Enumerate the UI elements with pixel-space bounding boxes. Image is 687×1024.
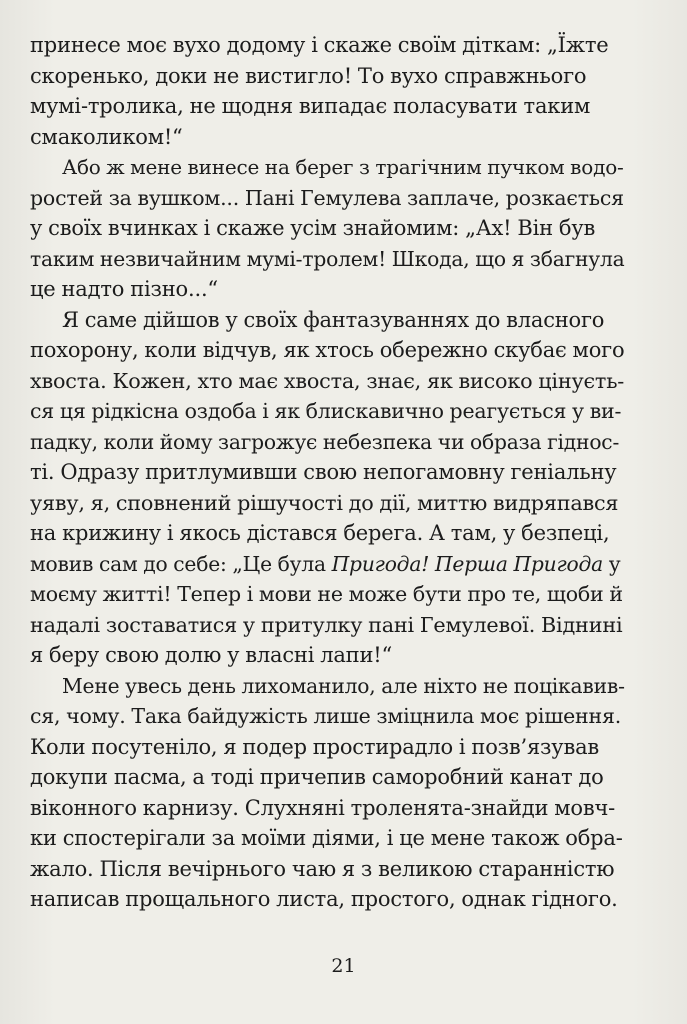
text-line: на крижину і якось дістався берега. А там, у безпеці, xyxy=(30,521,610,545)
body-text xyxy=(30,30,625,915)
text-line: ті. Одразу притлумивши свою непогамовну геніальну xyxy=(30,460,617,484)
text-line: Коли посутеніло, я подер простирадло і позв’язував xyxy=(30,734,600,759)
text-line: принесе моє вухо додому і скаже своїм діткам: „Їжте xyxy=(30,33,609,57)
text-line: докупи пасма, а тоді причепив саморобний канат до xyxy=(30,765,604,789)
text-line: ростей за вушком... Пані Гемулева заплаче, розкається xyxy=(30,185,624,210)
text-line: віконного карнизу. Слухняні троленята-знайди мовч- xyxy=(30,795,616,820)
text-line: таким незвичайним мумі-тролем! Шкода, що я збагнула xyxy=(30,246,625,271)
text-segment: у xyxy=(603,551,621,576)
italic-emphasis: Пригода! Перша Пригода xyxy=(331,551,604,576)
text-line: моєму житті! Тепер і мови не може бути про те, щоби й xyxy=(30,582,623,606)
text-line-with-italic xyxy=(30,549,625,580)
text-line: падку, коли йому загрожує небезпека чи образа гіднос- xyxy=(30,429,620,454)
text-line: я беру свою долю у власні лапи!“ xyxy=(30,643,393,667)
text-line: похорону, коли відчув, як хтось обережно скубає мого xyxy=(30,338,625,362)
page-number: 21 xyxy=(331,955,356,977)
text-line: скоренько, доки не вистигло! То вухо справжнього xyxy=(30,63,587,88)
text-line: Мене увесь день лихоманило, але ніхто не поцікавив- xyxy=(62,673,625,698)
text-line: уяву, я, сповнений рішучості до дії, миттю видряпався xyxy=(30,490,619,515)
text-line: надалі зоставатися у притулку пані Гемулевої. Віднині xyxy=(30,612,623,637)
text-line: Я саме дійшов у своїх фантазуваннях до власного xyxy=(62,307,605,332)
text-line: ся, чому. Така байдужість лише зміцнила моє рішення. xyxy=(30,704,622,728)
text-line: ки спостерігали за моїми діями, і це мене також обра- xyxy=(30,826,623,850)
text-line: у своїх вчинках і скаже усім знайомим: „Ах! Він був xyxy=(30,216,596,240)
text-line: це надто пізно...“ xyxy=(30,277,218,301)
text-line: Або ж мене винесе на берег з трагічним пучком водо- xyxy=(62,155,624,179)
text-line: мумі-тролика, не щодня випадає поласувати таким xyxy=(30,94,591,118)
text-segment: мовив сам до себе: „Це була xyxy=(30,551,332,576)
text-line: смаколиком!“ xyxy=(30,124,183,149)
text-line: написав прощального листа, простого, однак гідного. xyxy=(30,887,618,911)
text-line: ся ця рідкісна оздоба і як блискавично реагується у ви- xyxy=(30,399,622,423)
text-line: хвоста. Кожен, хто має хвоста, знає, як високо цінуєть- xyxy=(30,368,625,393)
text-line: жало. Після вечірнього чаю я з великою старанністю xyxy=(30,856,615,881)
